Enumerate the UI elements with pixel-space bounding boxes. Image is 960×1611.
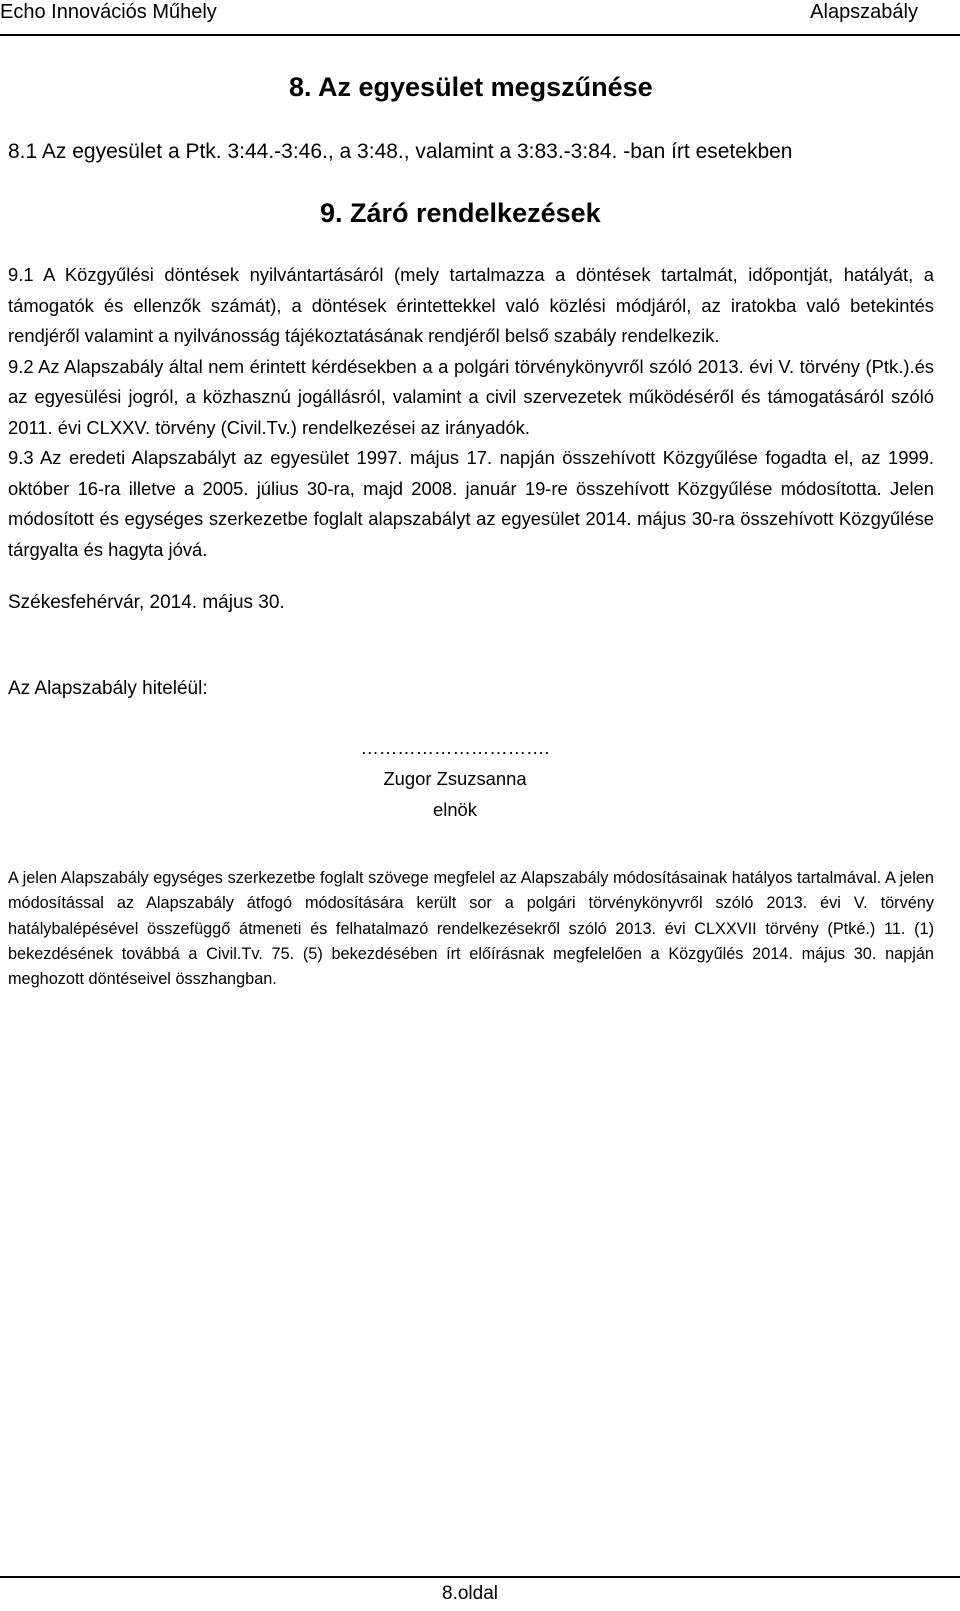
page-number: 8.oldal	[442, 1583, 498, 1604]
signatory-role: elnök	[433, 799, 477, 820]
header-document-title: Alapszabály	[810, 1, 918, 23]
section-9-body	[8, 260, 934, 565]
page-header	[0, 0, 960, 36]
header-organization: Echo Innovációs Műhely	[0, 1, 217, 23]
signatory-name: Zugor Zsuzsanna	[383, 768, 527, 789]
signature-block	[320, 732, 590, 825]
section-9-paragraph-2: 9.2 Az Alapszabály által nem érintett kérdésekben a a polgári törvénykönyvről szóló 2013. évi V. törvény (Ptk.).és az egyesülési jogról, a közhasznú jogállásról, valamint a civil szervezetek működéséről és támogatásáról szóló 2011. évi CLXXV. törvény (Civil.Tv.) rendelkezései az irányadók.	[8, 355, 934, 438]
section-8-heading: 8. Az egyesület megszűnése	[289, 72, 653, 102]
section-9-heading: 9. Záró rendelkezések	[320, 198, 601, 228]
authentication-label: Az Alapszabály hiteléül:	[8, 678, 208, 699]
place-and-date: Székesfehérvár, 2014. május 30.	[8, 592, 285, 613]
closing-statement: A jelen Alapszabály egységes szerkezetbe foglalt szövege megfelel az Alapszabály módosításainak hatályos tartalmával. A jelen módosítással az Alapszabály átfogó módosítására került sor a polgári törvénykönyvről szóló 2013. évi V. törvény hatálybalépésével összefüggő átmeneti és felhatalmazó rendelkezésekről szóló 2013. évi CLXXVII törvény (Ptké.) 11. (1) bekezdésének továbbá a Civil.Tv. 75. (5) bekezdésében írt előírásnak megfelelően a Közgyűlés 2014. május 30. napján meghozott döntéseivel összhangban.	[8, 869, 934, 989]
section-9-paragraph-3: 9.3 Az eredeti Alapszabályt az egyesület 1997. május 17. napján összehívott Közgyűlése fogadta el, az 1999. október 16-ra illetve a 2005. július 30-ra, majd 2008. január 19-re összehívott Közgyűlése módosította. Jelen módosított és egységes szerkezetbe foglalt alapszabályt az egyesület 2014. május 30-ra összehívott Közgyűlése tárgyalta és hagyta jóvá.	[8, 447, 934, 560]
signature-line: ………………………….	[360, 737, 550, 758]
page-footer	[0, 1576, 960, 1611]
section-9-paragraph-1: 9.1 A Közgyűlési döntések nyilvántartásáról (mely tartalmazza a döntések tartalmát, időpontját, hatályát, a támogatók és ellenzők számát), a döntések érintettekkel való közlési módjáról, az iratokba való betekintés rendjéről valamint a nyilvánosság tájékoztatásának rendjéről belső szabály rendelkezik.	[8, 264, 934, 346]
section-8-paragraph-1: 8.1 Az egyesület a Ptk. 3:44.-3:46., a 3:48., valamint a 3:83.-3:84. -ban írt esetekben	[8, 140, 793, 163]
